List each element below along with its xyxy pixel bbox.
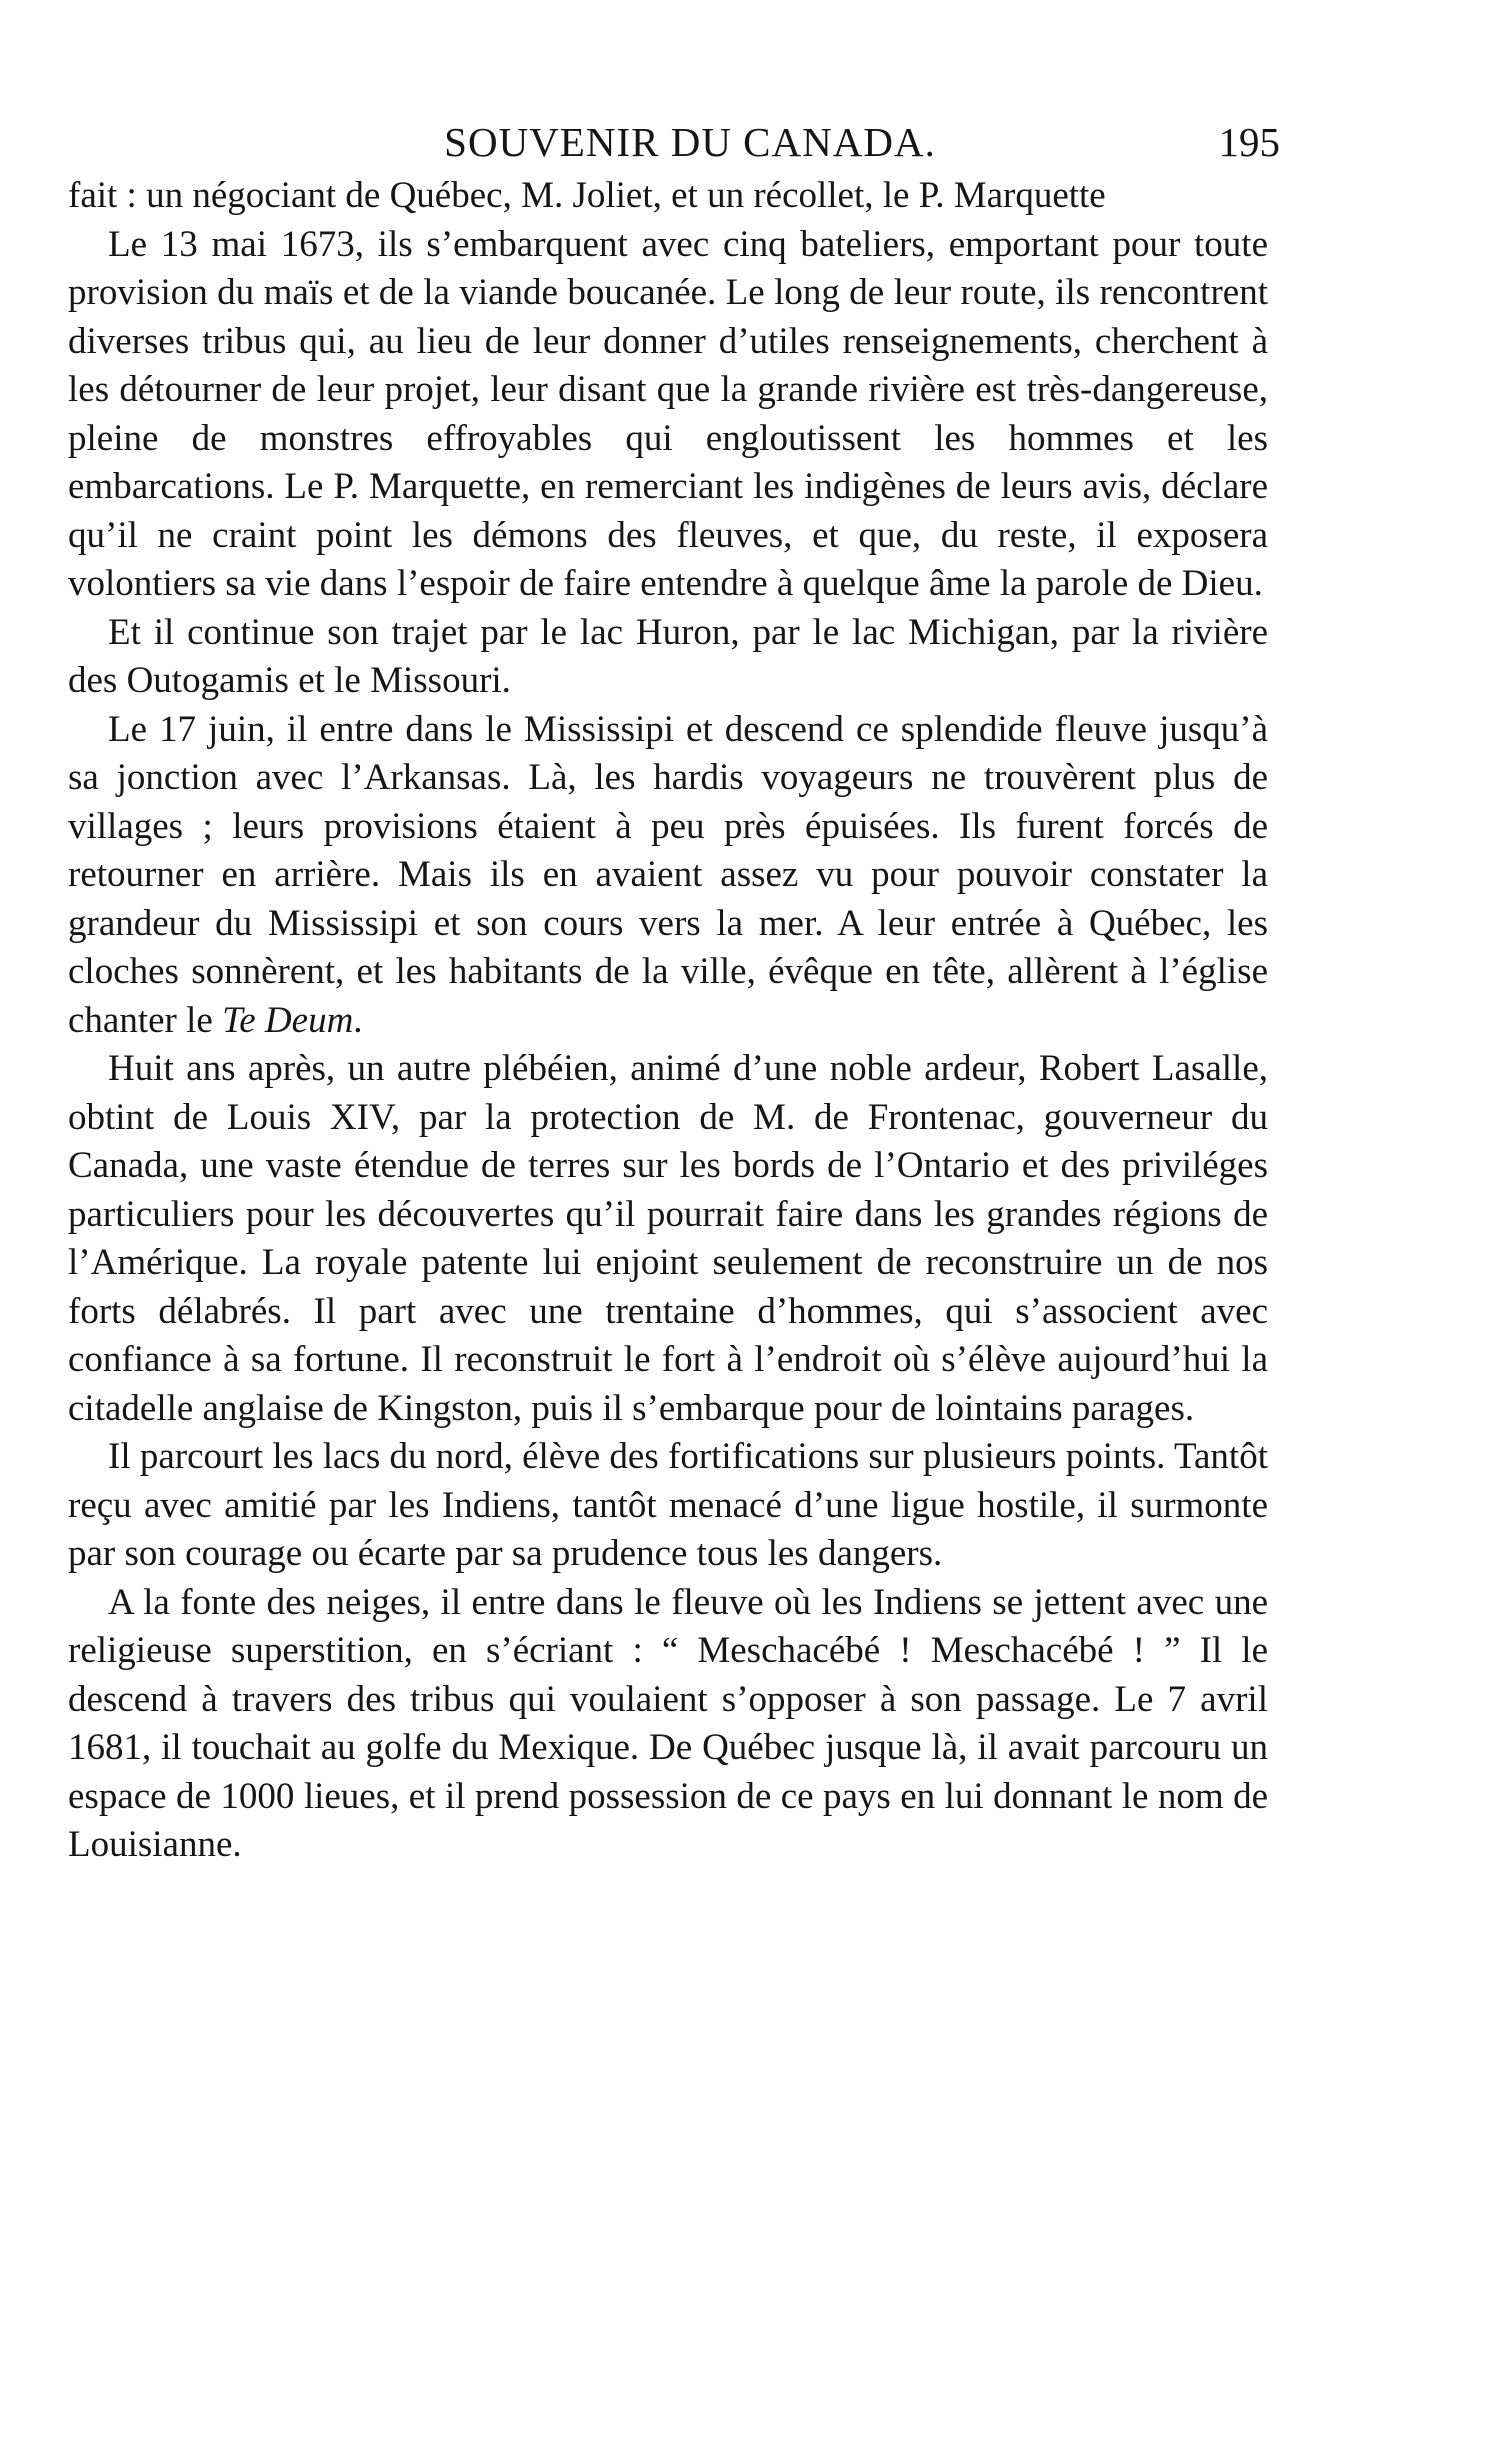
paragraph-4-end: . [353,999,363,1041]
page-number: 195 [1218,119,1280,165]
paragraph-3: Et il continue son trajet par le lac Huron, par le lac Michigan, par la rivière des Outogamis et le Missouri. [68,611,1268,701]
paragraph-1: fait : un négociant de Québec, M. Joliet, et un récollet, le P. Marquette [68,175,1106,216]
paragraph-4-text: Le 17 juin, il entre dans le Mississipi et descend ce splendide fleuve jusqu’à sa jonction avec l’Arkansas. Là, les hardis voyageurs ne trouvèrent plus de villages ; leurs provisions étaient à peu près épuisées. Ils furent forcés de retourner en arrière. Mais ils en avaient assez vu pour pouvoir constater la grandeur du Mississipi et son cours vers la mer. A leur entrée à Québec, les cloches sonnèrent, et les habitants de la ville, évêque en tête, allèrent à l’église chanter le [68,708,1268,1041]
running-header [100,118,1280,174]
paragraph-2: Le 13 mai 1673, ils s’embarquent avec cinq bateliers, emportant pour toute provision du maïs et de la viande boucanée. Le long de leur route, ils rencontrent diverses tribus qui, au lieu de leur donner d’utiles renseignements, cherchent à les détourner de leur projet, leur disant que la grande rivière est très-dangereuse, pleine de monstres effroyables qui engloutissent les hommes et les embarcations. Le P. Marquette, en remerciant les indigènes de leurs avis, déclare qu’il ne craint point les démons des fleuves, et que, du reste, il exposera volontiers sa vie dans l’espoir de faire entendre à quelque âme la parole de Dieu. [68,223,1268,604]
running-title: SOUVENIR DU CANADA. [444,119,936,165]
paragraph-5: Huit ans après, un autre plébéien, animé d’une noble ardeur, Robert Lasalle, obtint de Louis XIV, par la protection de M. de Frontenac, gouverneur du Canada, une vaste étendue de terres sur les bords de l’Ontario et des priviléges particuliers pour les découvertes qu’il pourrait faire dans les grandes régions de l’Amérique. La royale patente lui enjoint seulement de reconstruire un de nos forts délabrés. Il part avec une trentaine d’hommes, qui s’associent avec confiance à sa fortune. Il reconstruit le fort à l’endroit où s’élève aujourd’hui la citadelle anglaise de Kingston, puis il s’embarque pour de lointains parages. [68,1048,1268,1429]
paragraph-7: A la fonte des neiges, il entre dans le fleuve où les Indiens se jettent avec une religieuse superstition, en s’écriant : “ Meschacébé ! Meschacébé ! ” Il le descend à travers des tribus qui voulaient s’opposer à son passage. Le 7 avril 1681, il touchait au golfe du Mexique. De Québec jusque là, il avait parcouru un espace de 1000 lieues, et il prend possession de ce pays en lui donnant le nom de Louisianne. [68,1581,1268,1865]
paragraph-4 [68,706,1268,1046]
paragraph-6: Il parcourt les lacs du nord, élève des fortifications sur plusieurs points. Tantôt reçu avec amitié par les Indiens, tantôt menacé d’une ligue hostile, il surmonte par son courage ou écarte par sa prudence tous les dangers. [68,1436,1268,1574]
body-text [68,172,1268,1870]
paragraph-4-italic: Te Deum [222,999,354,1041]
